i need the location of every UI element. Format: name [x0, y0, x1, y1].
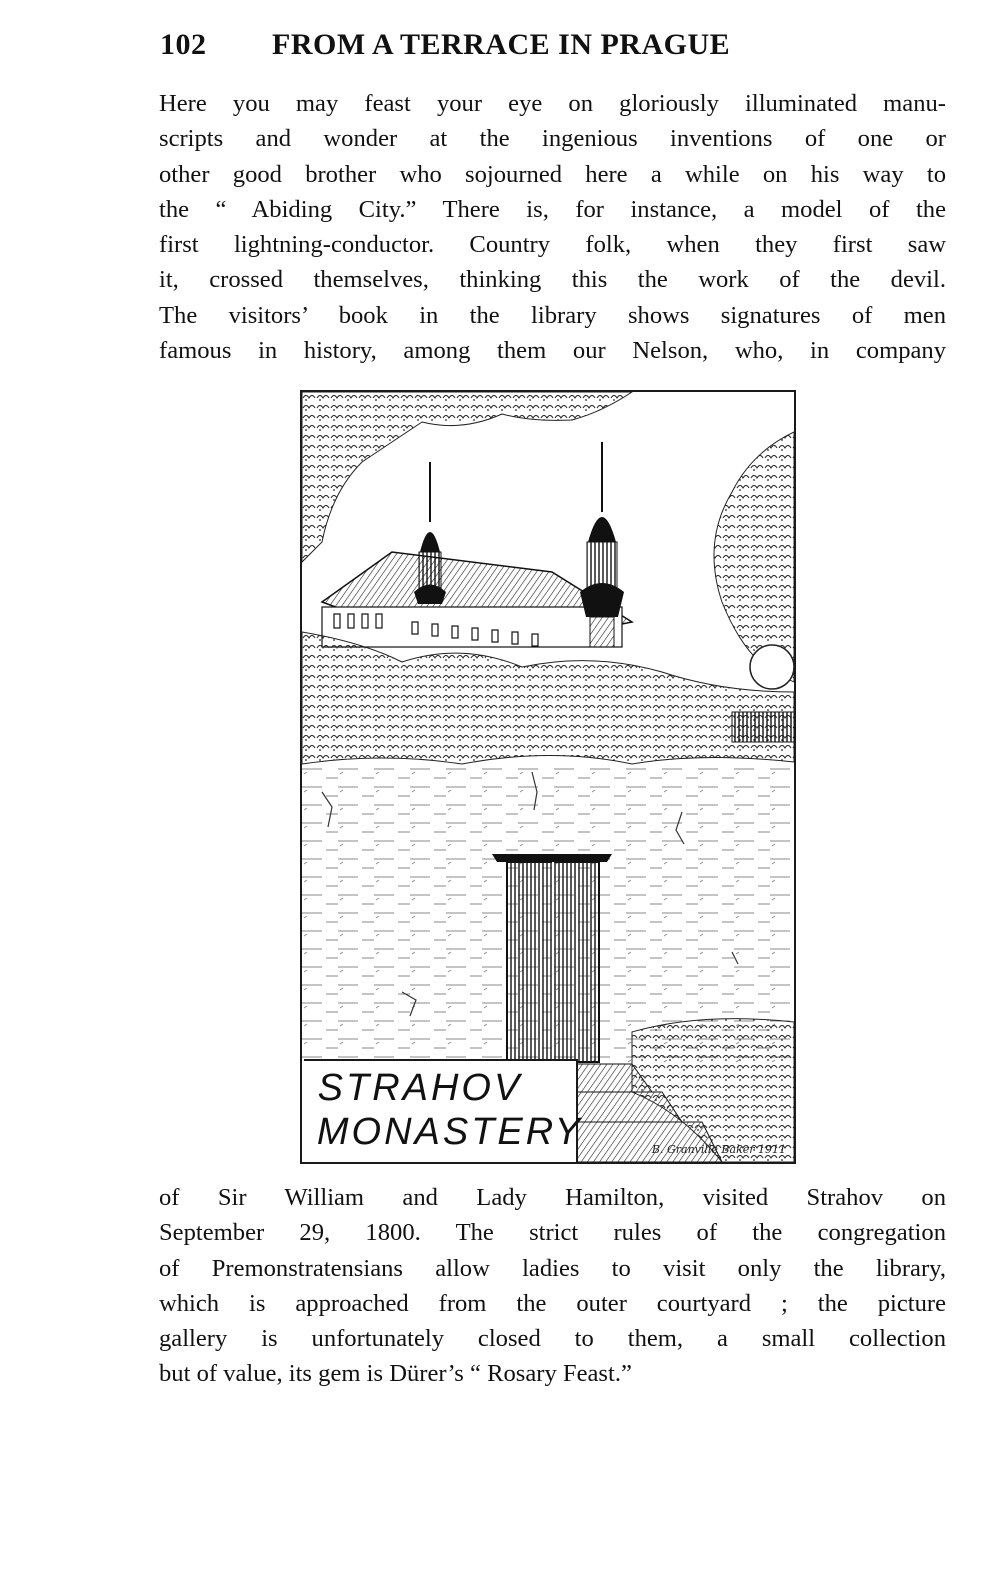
text-line: The visitors’ book in the library shows signatures of men: [159, 301, 946, 329]
shrub-band: [302, 632, 794, 764]
lamp-globe: [750, 645, 794, 689]
text-line: scripts and wonder at the ingenious inventions of one or: [159, 125, 946, 153]
balustrade: [732, 712, 794, 742]
body-text-lower: [159, 1180, 946, 1392]
text-line: September 29, 1800. The strict rules of the congregation: [159, 1219, 946, 1247]
text-line: the “ Abiding City.” There is, for instance, a model of the: [159, 195, 946, 223]
running-head: [160, 28, 946, 68]
monastery-drawing: [302, 392, 794, 1162]
page-number: 102: [160, 28, 207, 61]
caption-title-line1: STRAHOV: [317, 1067, 523, 1109]
text-line: gallery is unfortunately closed to them, a small collection: [159, 1325, 946, 1353]
right-tower: [580, 442, 624, 647]
tree-canopy-top: [302, 392, 632, 562]
monastery-wall: [322, 607, 622, 647]
text-line: of Sir William and Lady Hamilton, visited Strahov on: [159, 1184, 946, 1211]
text-line: it, crossed themselves, thinking this the work of the devil.: [159, 266, 946, 294]
text-line: first lightning-conductor. Country folk, when they first saw: [159, 231, 946, 259]
illustration-plate: [300, 390, 796, 1164]
caption-title-line2: MONASTERY: [316, 1111, 584, 1153]
tree-right: [714, 432, 794, 682]
text-line: other good brother who sojourned here a while on his way to: [159, 160, 946, 188]
left-tower: [414, 462, 446, 604]
caption-box: [304, 1059, 584, 1163]
running-title: FROM A TERRACE IN PRAGUE: [272, 28, 731, 61]
text-line: Here you may feast your eye on gloriously illuminated manu-: [159, 90, 946, 117]
body-text-upper: [159, 86, 946, 368]
text-line: famous in history, among them our Nelson, who, in company: [159, 337, 946, 365]
text-line: of Premonstratensians allow ladies to visit only the library,: [159, 1254, 946, 1282]
artist-signature: B. Granville Baker 1911: [651, 1143, 786, 1156]
text-line: but of value, its gem is Dürer’s “ Rosary Feast.”: [159, 1360, 632, 1388]
text-line: which is approached from the outer courtyard ; the picture: [159, 1289, 946, 1317]
door-lintel: [492, 854, 612, 862]
